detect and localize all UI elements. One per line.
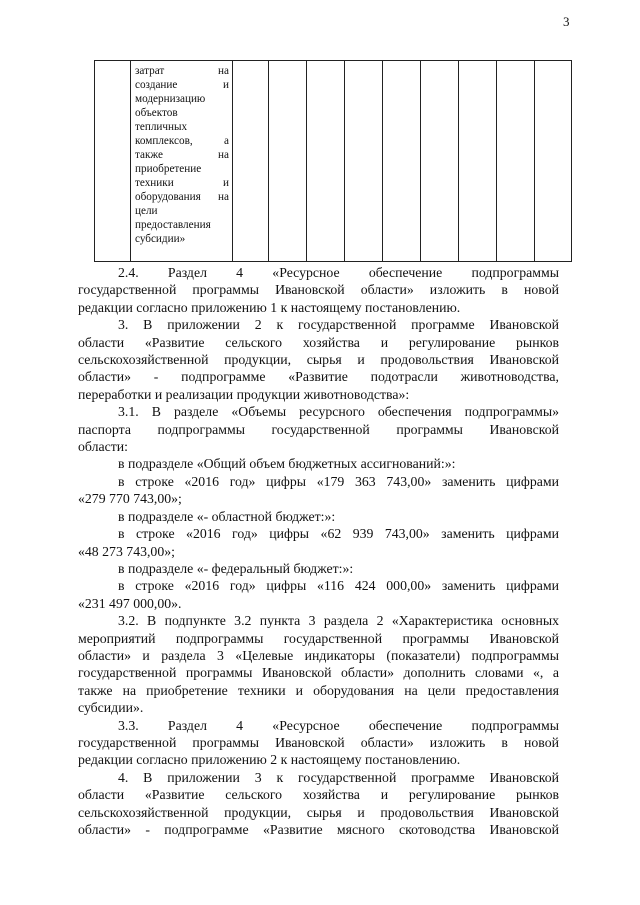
table-cell <box>497 61 535 262</box>
table-cell <box>421 61 459 262</box>
cell-line: модернизацию <box>135 93 206 105</box>
paragraph-line: 2.4. Раздел 4 «Ресурсное обеспечение подпрограммы <box>118 265 559 280</box>
paragraph-line: государственной программы Ивановской области» дополнить словами «, а <box>78 665 559 681</box>
paragraph-line: области» - подпрограмме «Развитие подотрасли животноводства, <box>78 369 559 385</box>
page-number: 3 <box>563 14 570 29</box>
cell-line: предоставления <box>135 219 211 231</box>
paragraph-line: 3.3. Раздел 4 «Ресурсное обеспечение подпрограммы <box>118 717 559 733</box>
paragraph-line: редакции согласно приложению 1 к настоящему постановлению. <box>78 299 461 315</box>
paragraph-line: паспорта подпрограммы государственной программы Ивановской <box>78 421 559 437</box>
document-body <box>78 264 559 838</box>
paragraph-line: 3.1. В разделе «Объемы ресурсного обеспечения подпрограммы» <box>118 404 559 420</box>
paragraph-line: «279 770 743,00»; <box>78 491 182 507</box>
paragraph-line: субсидии». <box>78 700 144 716</box>
paragraph-line: сельскохозяйственной продукции, сырья и продовольствия Ивановской <box>78 352 559 368</box>
cell-line: субсидии» <box>135 233 186 245</box>
table-row <box>95 61 572 262</box>
table-cell <box>269 61 307 262</box>
cell-line: затрат на <box>135 65 229 77</box>
cell-line: приобретение <box>135 163 202 175</box>
paragraph-line: «231 497 000,00». <box>78 595 182 611</box>
paragraph-line: переработки и реализации продукции животноводства»: <box>78 386 410 402</box>
paragraph-line: мероприятий подпрограммы государственной программы Ивановской <box>78 630 559 646</box>
paragraph-line: области: <box>78 439 128 455</box>
cell-line: создание и <box>135 79 229 91</box>
paragraph-line: в строке «2016 год» цифры «62 939 743,00» заменить цифрами <box>118 526 559 542</box>
paragraph-line: 3.2. В подпункте 3.2 пункта 3 раздела 2 «Характеристика основных <box>118 613 559 629</box>
paragraph-line: области «Развитие сельского хозяйства и регулирование рынков <box>78 334 559 350</box>
cell-text <box>131 61 232 246</box>
table-cell <box>345 61 383 262</box>
paragraph-line: «48 273 743,00»; <box>78 543 175 559</box>
table-cell <box>307 61 345 262</box>
paragraph-line: редакции согласно приложению 2 к настоящему постановлению. <box>78 752 461 768</box>
cell-line: цели <box>135 205 158 217</box>
paragraph-line: области» - подпрограмме «Развитие мясного скотоводства Ивановской <box>78 822 559 837</box>
paragraph-line: 3. В приложении 2 к государственной программе Ивановской <box>118 317 559 333</box>
paragraph-line: в строке «2016 год» цифры «116 424 000,00» заменить цифрами <box>118 578 559 594</box>
cell-line: комплексов, а <box>135 135 229 147</box>
paragraph-line: в строке «2016 год» цифры «179 363 743,00» заменить цифрами <box>118 473 559 489</box>
table-cell <box>95 61 131 262</box>
cell-line: техники и <box>135 177 229 189</box>
paragraph-line: 4. В приложении 3 к государственной программе Ивановской <box>118 769 559 785</box>
paragraph-line: также на приобретение техники и оборудования на цели предоставления <box>78 682 559 698</box>
table-cell-description <box>131 61 233 262</box>
paragraph-line: в подразделе «- областной бюджет:»: <box>118 508 336 524</box>
cell-line: также на <box>135 149 229 161</box>
table-cell <box>459 61 497 262</box>
paragraph-line: сельскохозяйственной продукции, сырья и продовольствия Ивановской <box>78 804 559 820</box>
table-cell <box>383 61 421 262</box>
paragraph-line: области «Развитие сельского хозяйства и регулирование рынков <box>78 787 559 803</box>
cell-line: объектов <box>135 107 178 119</box>
table-cell <box>535 61 572 262</box>
paragraph-line: государственной программы Ивановской области» изложить в новой <box>78 282 559 298</box>
table-fragment <box>94 60 572 262</box>
cell-line: тепличных <box>135 121 188 133</box>
paragraph-line: в подразделе «- федеральный бюджет:»: <box>118 560 354 576</box>
paragraph-line: в подразделе «Общий объем бюджетных ассигнований:»: <box>118 456 456 472</box>
cell-line: оборудования на <box>135 191 229 203</box>
table-cell <box>233 61 269 262</box>
paragraph-line: государственной программы Ивановской области» изложить в новой <box>78 734 559 750</box>
paragraph-line: области» и раздела 3 «Целевые индикаторы (показатели) подпрограммы <box>78 647 559 663</box>
